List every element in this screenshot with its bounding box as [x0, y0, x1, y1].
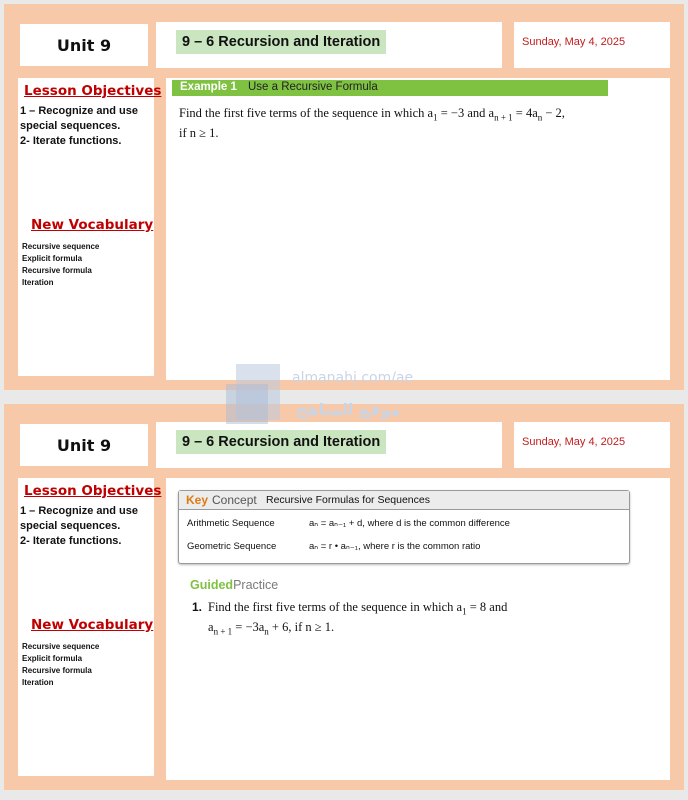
lesson-title-box [156, 22, 502, 68]
objective-item: 2- Iterate functions. [20, 135, 122, 147]
vocab-item: Recursive formula [22, 266, 92, 275]
example-header-bar [172, 80, 608, 96]
vocab-item: Recursive sequence [22, 242, 100, 251]
date-box [514, 22, 670, 68]
slide-2 [4, 404, 684, 790]
example-panel [166, 78, 670, 380]
guided-practice-heading [190, 578, 278, 592]
subscript: 1 [433, 112, 438, 123]
subscript: n [537, 112, 543, 123]
unit-box [20, 424, 148, 466]
key-concept-panel [166, 478, 670, 780]
subscript: 1 [462, 606, 467, 617]
vocab-item: Recursive sequence [22, 642, 100, 651]
objectives-panel [18, 478, 162, 776]
problem-number: 1. [192, 600, 203, 614]
date-box [514, 422, 670, 468]
geometric-label: Geometric Sequence [187, 541, 277, 552]
vocab-item: Explicit formula [22, 654, 83, 663]
objectives-heading: Lesson Objectives [24, 83, 162, 99]
problem-text: Find the first five terms of the sequence in which a [179, 106, 434, 120]
vocab-item: Iteration [22, 678, 54, 687]
unit-label: Unit 9 [56, 435, 112, 455]
practice-word: Practice [233, 578, 279, 592]
vocabulary-heading: New Vocabulary [31, 217, 154, 233]
vocab-item: Iteration [22, 278, 54, 287]
problem-text-part: + 6, if n ≥ 1. [268, 619, 335, 634]
key-concept-key: Key [186, 493, 209, 507]
vocabulary-list [22, 241, 99, 289]
unit-box [20, 24, 148, 66]
objective-item: 2- Iterate functions. [20, 535, 122, 547]
example-problem [179, 106, 655, 141]
subscript: n + 1 [494, 112, 513, 123]
objectives-list [20, 104, 152, 149]
slide-1 [4, 4, 684, 390]
problem-text [208, 600, 568, 639]
vocabulary-heading: New Vocabulary [31, 617, 154, 633]
objectives-heading: Lesson Objectives [24, 483, 162, 499]
subscript: n + 1 [213, 626, 233, 636]
example-label: Example 1 [180, 81, 237, 93]
watermark-url: almanahj.com/ae [292, 370, 414, 386]
problem-text-part: = 8 and [466, 600, 508, 614]
problem-text: = −3 and a [437, 106, 495, 120]
objective-item: 1 – Recognize and use special sequences. [20, 505, 138, 532]
key-concept-title: Recursive Formulas for Sequences [266, 494, 430, 506]
vocab-item: Recursive formula [22, 666, 92, 675]
arithmetic-label: Arithmetic Sequence [187, 518, 275, 529]
unit-label: Unit 9 [56, 35, 112, 55]
guided-word: Guided [190, 578, 234, 592]
watermark-logo-block [226, 384, 268, 424]
example-title: Use a Recursive Formula [248, 81, 378, 93]
vocab-item: Explicit formula [22, 254, 83, 263]
key-concept-concept: Concept [212, 493, 257, 507]
key-concept-box [178, 490, 630, 564]
problem-text: = 4a [512, 106, 538, 120]
lesson-title: 9 – 6 Recursion and Iteration [176, 430, 386, 454]
arithmetic-formula: aₙ = aₙ₋₁ + d, where d is the common difference [309, 518, 510, 529]
problem-text: − 2, [542, 106, 565, 120]
date-label: Sunday, May 4, 2025 [522, 36, 626, 48]
objectives-list [20, 504, 152, 549]
watermark-arabic: موقع المناهج [296, 400, 401, 419]
problem-text-part: Find the first five terms of the sequence in which a [208, 600, 463, 614]
problem-text-part: = −3a [232, 619, 265, 634]
lesson-title: 9 – 6 Recursion and Iteration [176, 30, 386, 54]
watermark [226, 364, 476, 436]
objective-item: 1 – Recognize and use special sequences. [20, 105, 138, 132]
key-concept-header [179, 491, 629, 510]
subscript: n [264, 626, 269, 636]
problem-text-part: a [208, 619, 214, 634]
objectives-panel [18, 78, 162, 376]
vocabulary-list [22, 641, 99, 689]
date-label: Sunday, May 4, 2025 [522, 436, 626, 448]
geometric-formula: aₙ = r • aₙ₋₁, where r is the common ratio [309, 541, 481, 552]
problem-text: if n ≥ 1. [179, 125, 219, 140]
